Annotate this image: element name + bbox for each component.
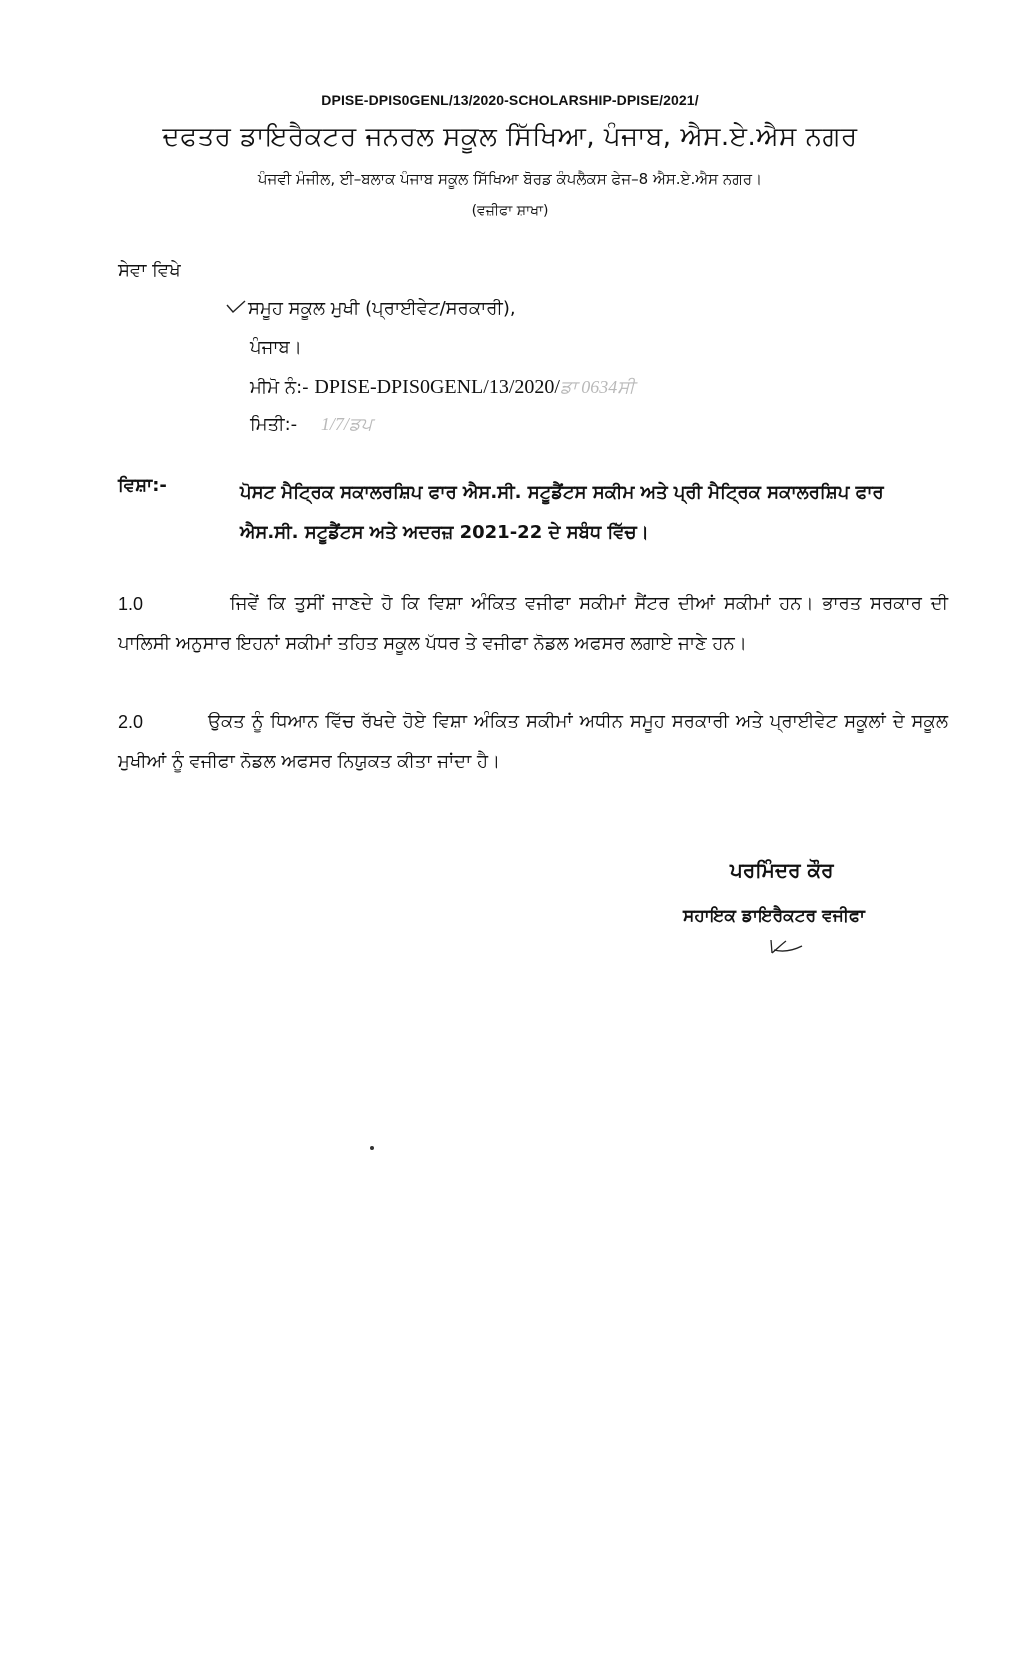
branch-name: (ਵਜ਼ੀਫਾ ਸ਼ਾਖਾ) bbox=[471, 203, 549, 219]
date-row bbox=[250, 414, 372, 435]
paragraph-number: 1.0 bbox=[118, 594, 144, 614]
memo-number: DPISE-DPIS0GENL/13/2020/ bbox=[314, 376, 560, 398]
paragraph-text: ਉਕਤ ਨੂੰ ਧਿਆਨ ਵਿੱਚ ਰੱਖਦੇ ਹੋਏ ਵਿਸ਼ਾ ਅੰਕਿਤ ਸਕੀਮਾਂ ਅਧੀਨ ਸਮੂਹ ਸਰਕਾਰੀ ਅਤੇ ਪ੍ਰਾਈਵੇਟ ਸਕੂਲਾਂ ਦੇ ਸਕੂਲ ਮੁਖੀਆਂ ਨੂੰ ਵਜੀਫਾ ਨੋਡਲ ਅਫਸਰ ਨਿਯੁਕਤ ਕੀਤਾ ਜਾਂਦਾ ਹੈ। bbox=[118, 711, 948, 772]
tick-mark-icon bbox=[226, 300, 246, 314]
initial-mark-icon bbox=[768, 938, 804, 956]
subject-text: ਪੋਸਟ ਮੈਟ੍ਰਿਕ ਸਕਾਲਰਸ਼ਿਪ ਫਾਰ ਐਸ.ਸੀ. ਸਟੂਡੈਂਟਸ ਸਕੀਮ ਅਤੇ ਪ੍ਰੀ ਮੈਟ੍ਰਿਕ ਸਕਾਲਰਸ਼ਿਪ ਫਾਰ ਐਸ.ਸੀ. ਸਟੂਡੈਂਟਸ ਅਤੇ ਅਦਰਜ਼ 2021-22 ਦੇ ਸਬੰਧ ਵਿੱਚ। bbox=[240, 482, 884, 543]
recipient-line-2: ਪੰਜਾਬ। bbox=[250, 337, 302, 358]
stray-dot bbox=[370, 1146, 374, 1150]
memo-label: ਮੀਮੋ ਨੰ:- bbox=[250, 377, 309, 398]
paragraph-text: ਜਿਵੇਂ ਕਿ ਤੁਸੀਂ ਜਾਣਦੇ ਹੋ ਕਿ ਵਿਸ਼ਾ ਅੰਕਿਤ ਵਜੀਫਾ ਸਕੀਮਾਂ ਸੈਂਟਰ ਦੀਆਂ ਸਕੀਮਾਂ ਹਨ। ਭਾਰਤ ਸਰਕਾਰ ਦੀ ਪਾਲਿਸੀ ਅਨੁਸਾਰ ਇਹਨਾਂ ਸਕੀਮਾਂ ਤਹਿਤ ਸਕੂਲ ਪੱਧਰ ਤੇ ਵਜੀਫਾ ਨੋਡਲ ਅਫਸਰ ਲਗਾਏ ਜਾਣੇ ਹਨ। bbox=[118, 593, 948, 654]
memo-number-row bbox=[250, 376, 635, 399]
office-title: ਦਫਤਰ ਡਾਇਰੈਕਟਰ ਜਨਰਲ ਸਕੂਲ ਸਿੱਖਿਆ, ਪੰਜਾਬ, ਐਸ.ਏ.ਐਸ ਨਗਰ bbox=[162, 122, 858, 152]
salutation: ਸੇਵਾ ਵਿਖੇ bbox=[118, 260, 181, 281]
memo-handwritten-number: ਡਾ 0634ਸੀ bbox=[559, 377, 635, 397]
subject-label: ਵਿਸ਼ਾ:- bbox=[118, 475, 167, 496]
reference-number: DPISE-DPIS0GENL/13/2020-SCHOLARSHIP-DPISE/2021/ bbox=[321, 92, 699, 108]
date-label: ਮਿਤੀ:- bbox=[250, 414, 298, 435]
signatory-name: ਪਰਮਿੰਦਰ ਕੌਰ bbox=[730, 858, 834, 882]
signatory-designation: ਸਹਾਇਕ ਡਾਇਰੈਕਟਰ ਵਜੀਫਾ bbox=[683, 906, 865, 926]
paragraph-number: 2.0 bbox=[118, 712, 144, 732]
date-handwritten: 1/7/ਡਪ bbox=[320, 414, 373, 434]
office-address: ਪੰਜਵੀ ਮੰਜੀਲ, ਈ–ਬਲਾਕ ਪੰਜਾਬ ਸਕੂਲ ਸਿੱਖਿਆ ਬੋਰਡ ਕੰਪਲੈਕਸ ਫੇਜ–8 ਐਸ.ਏ.ਐਸ ਨਗਰ। bbox=[257, 170, 763, 188]
recipient-line-1: ਸਮੂਹ ਸਕੂਲ ਮੁਖੀ (ਪ੍ਰਾਈਵੇਟ/ਸਰਕਾਰੀ), bbox=[248, 298, 516, 319]
